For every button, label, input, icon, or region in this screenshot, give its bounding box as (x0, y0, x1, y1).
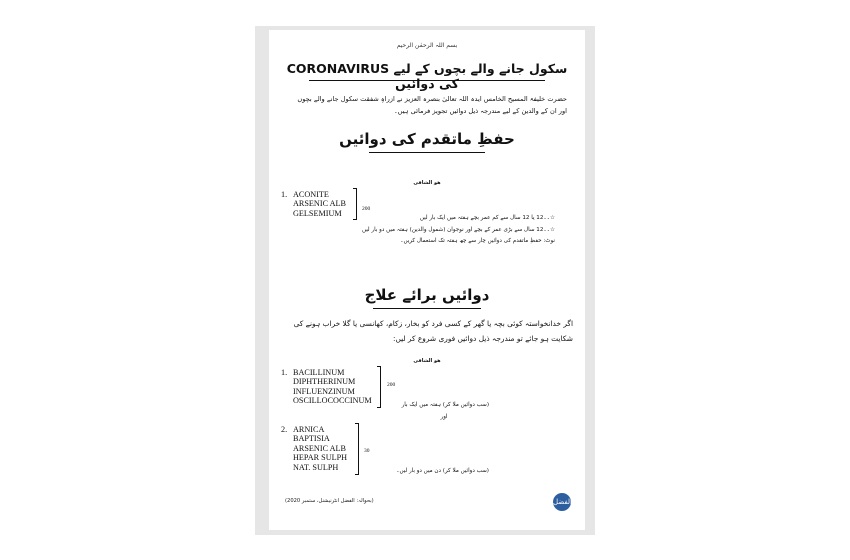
treatment-group-2-list (293, 425, 347, 472)
treatment-group-1-bracket (377, 366, 381, 408)
medicine-item: BACILLINUM (293, 368, 345, 377)
medicine-item: ACONITE (293, 190, 329, 199)
preventive-mix-label: ھو الشافی (413, 180, 441, 186)
preventive-note: نوٹ: حفظِ ماتقدم کی دوائیں چار سے چھ ہفتہ تک استعمال کریں۔ (400, 238, 555, 244)
treatment-group-1-potency: 200 (387, 382, 396, 388)
treatment-connector: اور (440, 414, 448, 420)
treatment-group-1-note: (سب دوائیں ملا کر) ہفتہ میں ایک بار (401, 402, 489, 408)
preventive-heading-underline (369, 152, 485, 153)
treatment-mix-label: ھو الشافی (413, 358, 441, 364)
medicine-item: HEPAR SULPH (293, 453, 348, 463)
preventive-note: ☆۔۔12 یا 12 سال سے کم عمر بچے ہفتہ میں ایک بار لیں (419, 215, 555, 221)
page-footer: (بحوالہ: الفضل انٹرنیشنل، ستمبر 2020) (285, 498, 374, 504)
document-page (269, 30, 585, 530)
medicine-item: INFLUENZINUM (293, 386, 355, 396)
medicine-item: DIPHTHERINUM (293, 377, 356, 387)
medicine-item: NAT. SULPH (293, 462, 339, 472)
medicine-item: ARSENIC ALB (293, 199, 346, 209)
treatment-heading: دوائیں برائے علاج (364, 286, 490, 304)
preventive-number: 1. (281, 190, 288, 199)
preventive-medicine-list (293, 190, 346, 218)
alfazl-logo: الفضل (553, 493, 571, 511)
treatment-group-1-list (293, 368, 372, 406)
intro-paragraph: حضرت خلیفۃ المسیح الخامس ایدہ اللہ تعالیٰ بنصرہ العزیز نے ازراہِ شفقت سکول جانے والے بچوں اور ان کے والدین کے لیے مندرجہ ذیل دوائیں تجویز فرمائی ہیں۔ (297, 95, 567, 115)
preventive-heading: حفظِ ماتقدم کی دوائیں (339, 130, 515, 148)
medicine-item: ARSENIC ALB (293, 443, 346, 453)
preventive-notes (359, 213, 555, 248)
treatment-group-1-number: 1. (281, 368, 288, 377)
medicine-item: OSCILLOCOCCINUM (293, 396, 372, 406)
medicine-item: GELSEMIUM (293, 208, 342, 218)
preventive-note: ☆۔۔12 سال سے بڑی عمر کے بچے اور نوجوان (شمول والدین) ہفتہ میں دو بار لیں (361, 226, 555, 233)
page-title: سکول جانے والے بچوں کے لیے CORONAVIRUS کی دوائیں (286, 61, 568, 91)
treatment-group-2-number: 2. (281, 425, 288, 434)
medicine-item: BAPTISIA (293, 434, 330, 444)
treatment-heading-underline (373, 308, 481, 309)
treatment-group-2-note: (سب دوائیں ملا کر) دن میں دو بار لیں۔ (396, 468, 489, 474)
preventive-bracket (353, 188, 357, 220)
treatment-group-2-bracket (355, 423, 359, 475)
treatment-paragraph: اگر خدانخواستہ کوئی بچہ یا گھر کے کسی فرد کو بخار، زکام، کھانسی یا گلا خراب ہونے کی شکایت ہو جائے تو مندرجہ ذیل دوائیں فوری شروع کر لیں: (293, 319, 573, 343)
medicine-item: ARNICA (293, 425, 325, 434)
title-underline (309, 80, 545, 81)
preventive-potency: 200 (362, 206, 371, 212)
treatment-group-2-potency: 30 (364, 448, 370, 454)
bismillah: بسم اللہ الرحمٰن الرحیم (396, 42, 458, 49)
